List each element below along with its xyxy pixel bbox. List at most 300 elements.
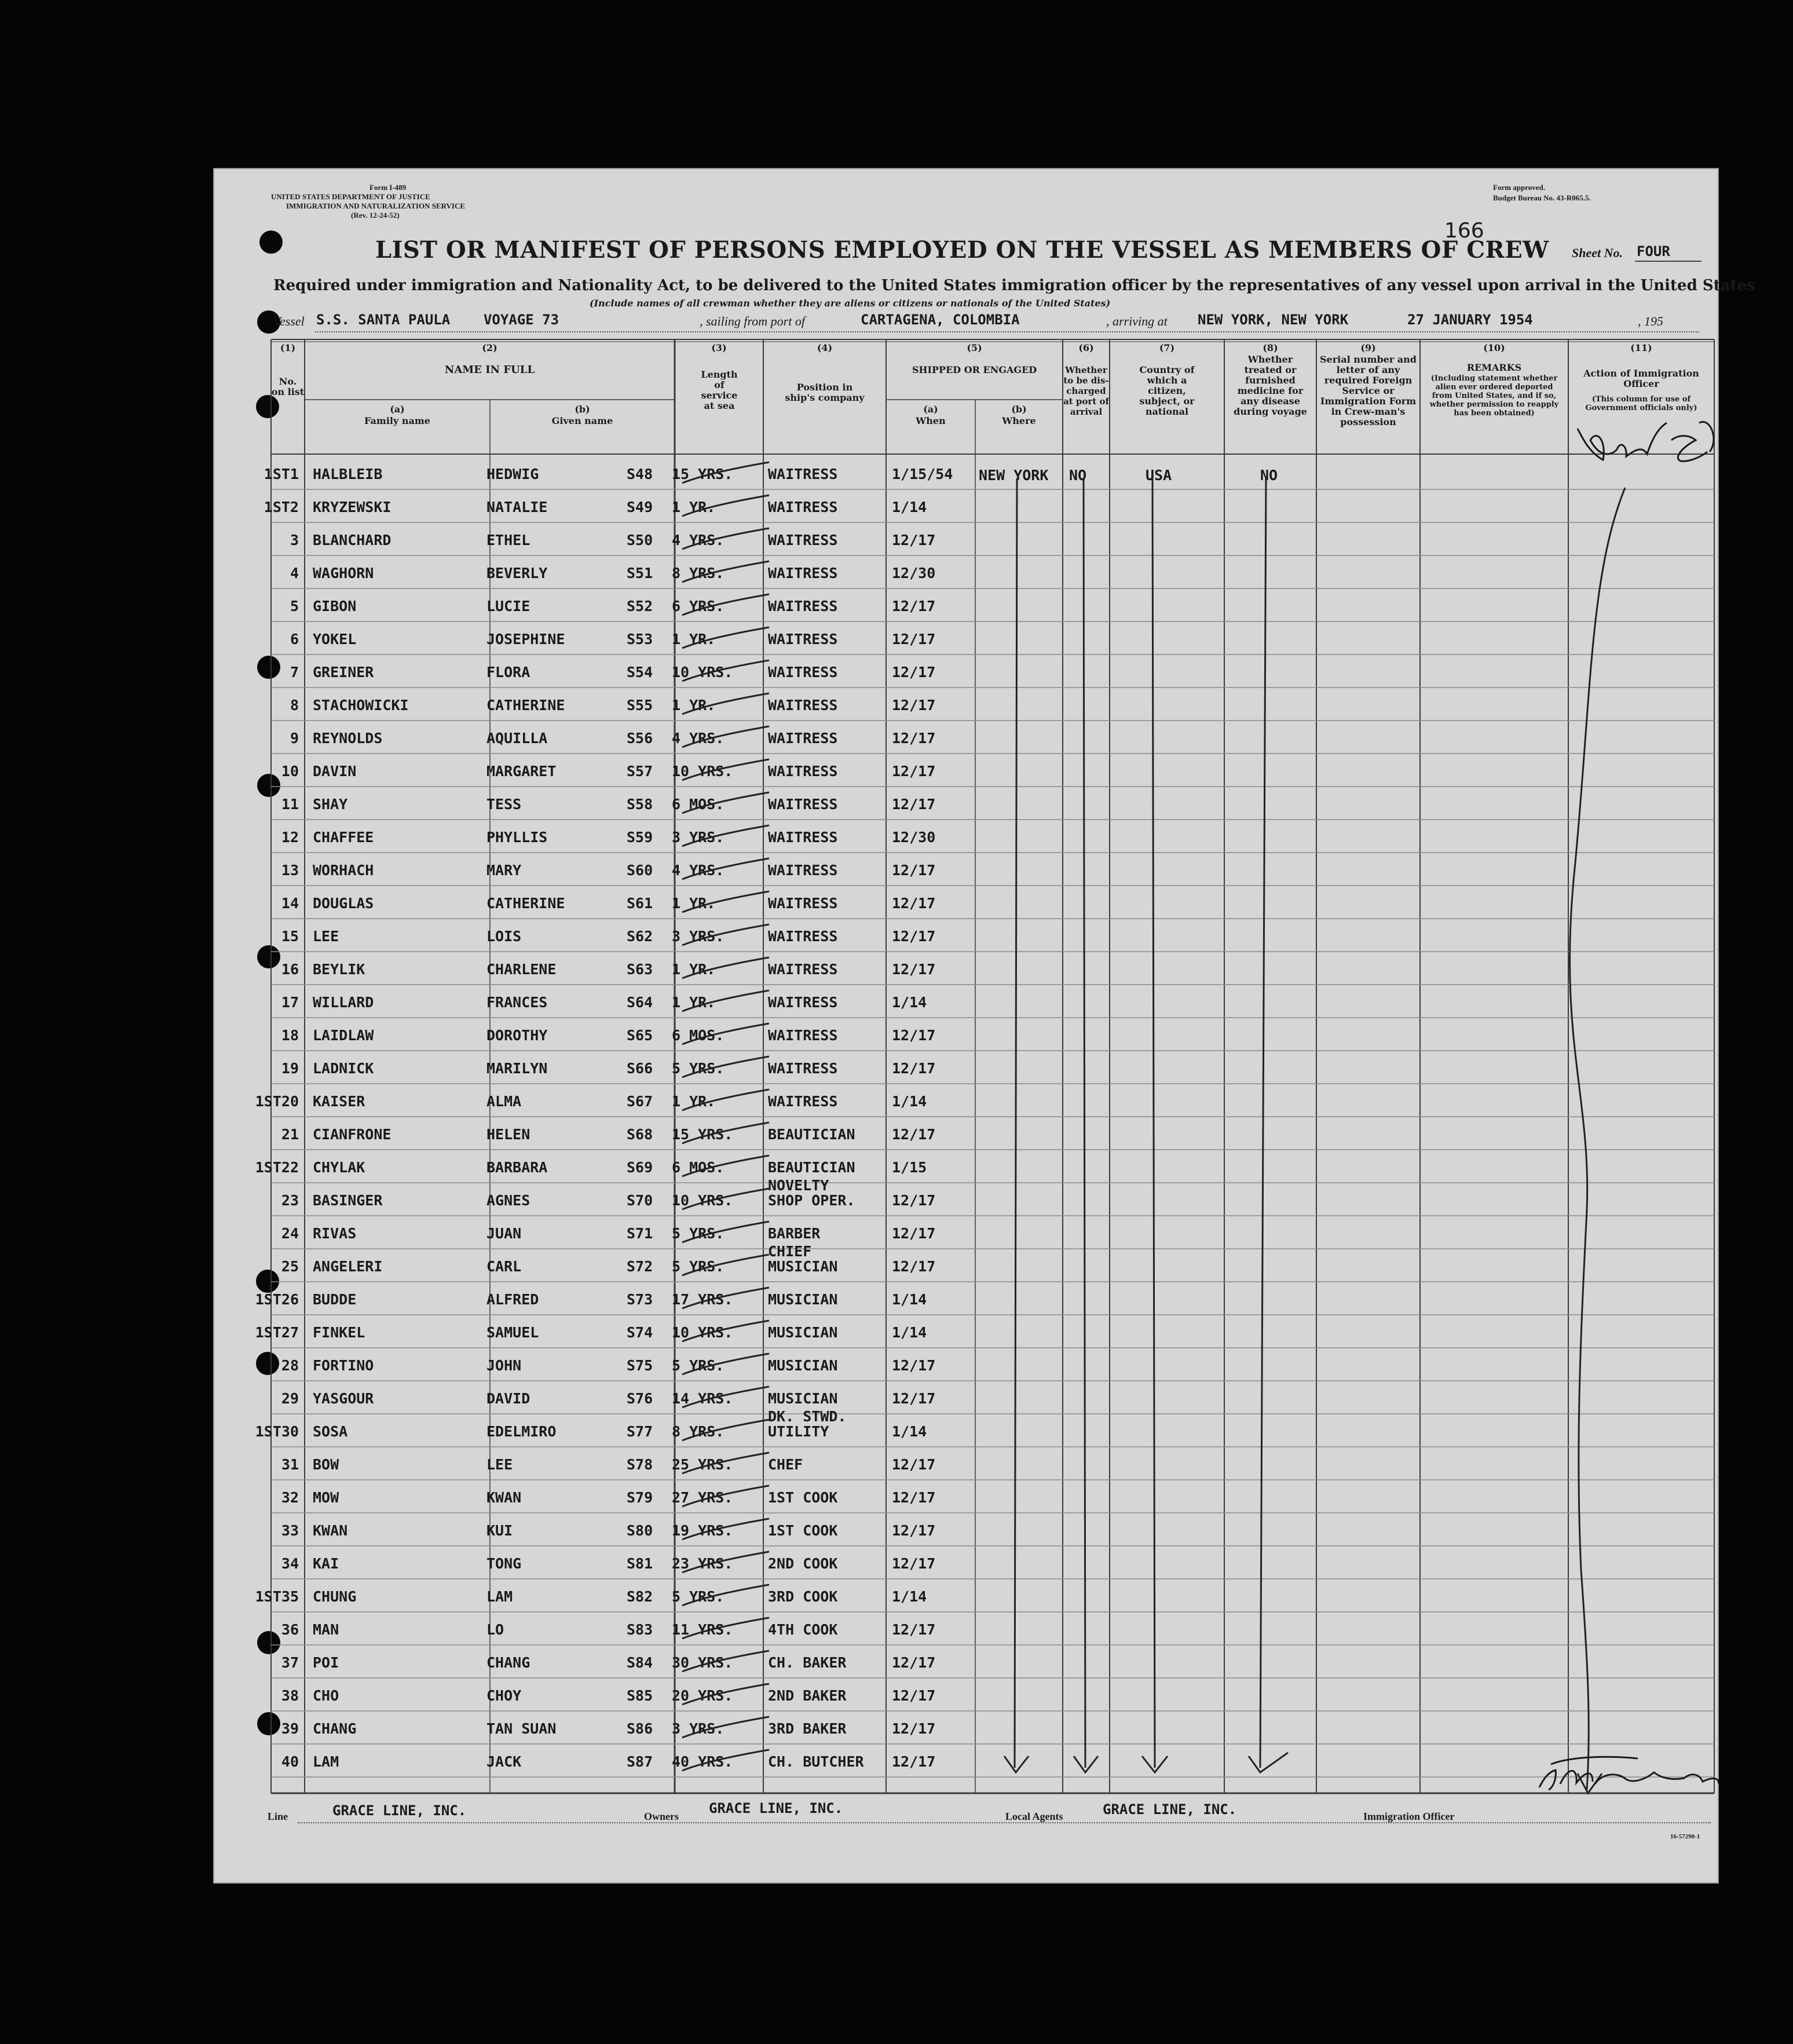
col-5a-label: When bbox=[916, 415, 946, 426]
sailing-port-value: CARTAGENA, COLOMBIA bbox=[861, 312, 1020, 328]
check-mark-icon bbox=[676, 1382, 775, 1415]
given-name-cell: NATALIE bbox=[486, 499, 548, 515]
family-name-cell: RIVAS bbox=[313, 1225, 357, 1242]
position-cell: 3RD COOK bbox=[768, 1588, 838, 1605]
table-row bbox=[213, 689, 1719, 722]
length-of-service-cell: 10 YRS. bbox=[672, 664, 733, 681]
row-number: 1ST2 bbox=[264, 499, 299, 515]
length-of-service-cell: 10 YRS. bbox=[672, 1192, 733, 1209]
length-of-service-cell: 11 YRS. bbox=[672, 1621, 733, 1638]
position-cell: WAITRESS bbox=[768, 730, 838, 747]
check-mark-icon bbox=[676, 1085, 775, 1118]
row-number: 23 bbox=[281, 1192, 299, 1209]
length-of-service-cell: 6 MOS. bbox=[672, 796, 724, 813]
shipped-when-cell: 12/17 bbox=[892, 1654, 936, 1671]
serial-cell: S58 bbox=[627, 796, 653, 813]
row-number: 31 bbox=[281, 1456, 299, 1473]
serial-cell: S73 bbox=[627, 1291, 653, 1308]
family-name-cell: LADNICK bbox=[313, 1060, 374, 1077]
length-of-service-cell: 15 YRS. bbox=[672, 1126, 733, 1143]
serial-cell: S51 bbox=[627, 565, 653, 582]
given-name-cell: CHANG bbox=[486, 1654, 530, 1671]
row-number: 1ST26 bbox=[255, 1291, 299, 1308]
check-mark-icon bbox=[676, 1646, 775, 1679]
serial-cell: S79 bbox=[627, 1489, 653, 1506]
shipped-when-cell: 1/14 bbox=[892, 1291, 927, 1308]
sailing-label: , sailing from port of bbox=[700, 314, 805, 328]
col-11-number: (11) bbox=[1630, 342, 1652, 353]
shipped-when-cell: 12/17 bbox=[892, 1621, 936, 1638]
serial-cell: S63 bbox=[627, 961, 653, 978]
row-number: 29 bbox=[281, 1390, 299, 1407]
length-of-service-cell: 3 YRS. bbox=[672, 829, 724, 846]
given-name-cell: LEE bbox=[486, 1456, 513, 1473]
position-cell: WAITRESS bbox=[768, 1093, 838, 1110]
page-title: LIST OR MANIFEST OF PERSONS EMPLOYED ON THE VESSEL AS MEMBERS OF CREW bbox=[375, 236, 1549, 264]
family-name-cell: CHYLAK bbox=[313, 1159, 365, 1176]
check-mark-icon bbox=[676, 821, 775, 854]
length-of-service-cell: 4 YRS. bbox=[672, 730, 724, 747]
row-1-where: NEW YORK bbox=[979, 467, 1049, 484]
length-of-service-cell: 1 YR. bbox=[672, 961, 716, 978]
serial-cell: S65 bbox=[627, 1027, 653, 1044]
length-of-service-cell: 25 YRS. bbox=[672, 1456, 733, 1473]
check-mark-icon bbox=[676, 491, 775, 524]
length-of-service-cell: 5 YRS. bbox=[672, 1588, 724, 1605]
check-mark-icon bbox=[676, 722, 775, 755]
position-cell: WAITRESS bbox=[768, 532, 838, 549]
row-number: 11 bbox=[281, 796, 299, 813]
position-cell: MUSICIAN bbox=[768, 1324, 838, 1341]
length-of-service-cell: 1 YR. bbox=[672, 1093, 716, 1110]
position-cell: WAITRESS bbox=[768, 565, 838, 582]
given-name-cell: KWAN bbox=[486, 1489, 522, 1506]
col-2a-label: Family name bbox=[364, 415, 430, 426]
length-of-service-cell: 10 YRS. bbox=[672, 1324, 733, 1341]
shipped-when-cell: 12/17 bbox=[892, 1522, 936, 1539]
line-label: Line bbox=[268, 1811, 288, 1822]
serial-cell: S72 bbox=[627, 1258, 653, 1275]
table-row bbox=[213, 1448, 1719, 1481]
family-name-cell: LAIDLAW bbox=[313, 1027, 374, 1044]
family-name-cell: WORHACH bbox=[313, 862, 374, 879]
table-row bbox=[213, 788, 1719, 821]
given-name-cell: CATHERINE bbox=[486, 895, 565, 912]
family-name-cell: BLANCHARD bbox=[313, 532, 391, 549]
check-mark-icon bbox=[676, 887, 775, 920]
col-2b-letter: (b) bbox=[575, 404, 590, 415]
position-cell: WAITRESS bbox=[768, 961, 838, 978]
table-row bbox=[213, 1118, 1719, 1151]
given-name-cell: KUI bbox=[486, 1522, 513, 1539]
row-1-treated: NO bbox=[1260, 467, 1278, 484]
shipped-when-cell: 12/17 bbox=[892, 961, 936, 978]
family-name-cell: KWAN bbox=[313, 1522, 348, 1539]
row-number: 36 bbox=[281, 1621, 299, 1638]
form-revision: (Rev. 12-24-52) bbox=[351, 211, 400, 220]
table-row bbox=[213, 1052, 1719, 1085]
arriving-label: , arriving at bbox=[1106, 314, 1168, 328]
table-row bbox=[213, 1745, 1719, 1778]
length-of-service-cell: 17 YRS. bbox=[672, 1291, 733, 1308]
given-name-cell: MARY bbox=[486, 862, 522, 879]
length-of-service-cell: 19 YRS. bbox=[672, 1522, 733, 1539]
col-1-number: (1) bbox=[280, 342, 296, 353]
col-4-label: Position in ship's company bbox=[785, 382, 865, 403]
shipped-when-cell: 1/14 bbox=[892, 1093, 927, 1110]
family-name-cell: CHUNG bbox=[313, 1588, 357, 1605]
position-cell: WAITRESS bbox=[768, 466, 838, 482]
sheet-label: Sheet No. bbox=[1572, 246, 1623, 260]
given-name-cell: JOHN bbox=[486, 1357, 522, 1374]
row-number: 8 bbox=[290, 697, 299, 714]
row-number: 17 bbox=[281, 994, 299, 1011]
row-number: 21 bbox=[281, 1126, 299, 1143]
family-name-cell: WILLARD bbox=[313, 994, 374, 1011]
position-cell: WAITRESS bbox=[768, 631, 838, 648]
length-of-service-cell: 5 YRS. bbox=[672, 1060, 724, 1077]
row-number: 25 bbox=[281, 1258, 299, 1275]
family-name-cell: SOSA bbox=[313, 1423, 348, 1440]
col-5-number: (5) bbox=[967, 342, 982, 353]
position-cell: UTILITY bbox=[768, 1423, 829, 1440]
given-name-cell: LAM bbox=[486, 1588, 513, 1605]
row-number: 14 bbox=[281, 895, 299, 912]
check-mark-icon bbox=[676, 1613, 775, 1646]
length-of-service-cell: 40 YRS. bbox=[672, 1753, 733, 1770]
check-mark-icon bbox=[676, 1283, 775, 1316]
serial-cell: S59 bbox=[627, 829, 653, 846]
shipped-when-cell: 12/17 bbox=[892, 1027, 936, 1044]
table-row bbox=[213, 821, 1719, 854]
given-name-cell: EDELMIRO bbox=[486, 1423, 557, 1440]
serial-cell: S66 bbox=[627, 1060, 653, 1077]
given-name-cell: CATHERINE bbox=[486, 697, 565, 714]
position-cell: 2ND BAKER bbox=[768, 1687, 847, 1704]
serial-cell: S83 bbox=[627, 1621, 653, 1638]
family-name-cell: GREINER bbox=[313, 664, 374, 681]
serial-cell: S49 bbox=[627, 499, 653, 515]
line-value: GRACE LINE, INC. bbox=[332, 1802, 467, 1819]
serial-cell: S61 bbox=[627, 895, 653, 912]
check-mark-icon bbox=[676, 953, 775, 986]
table-row bbox=[213, 1349, 1719, 1382]
position-cell: WAITRESS bbox=[768, 895, 838, 912]
year-suffix-label: , 195 bbox=[1638, 314, 1663, 328]
length-of-service-cell: 8 YRS. bbox=[672, 1423, 724, 1440]
serial-cell: S78 bbox=[627, 1456, 653, 1473]
family-name-cell: MOW bbox=[313, 1489, 339, 1506]
given-name-cell: LOIS bbox=[486, 928, 522, 945]
row-number: 3 bbox=[290, 532, 299, 549]
col-4-number: (4) bbox=[817, 342, 833, 353]
given-name-cell: TAN SUAN bbox=[486, 1720, 557, 1737]
check-mark-icon bbox=[676, 1745, 775, 1778]
check-mark-icon bbox=[676, 920, 775, 953]
family-name-cell: BOW bbox=[313, 1456, 339, 1473]
table-row bbox=[213, 1613, 1719, 1646]
row-number: 39 bbox=[281, 1720, 299, 1737]
shipped-when-cell: 1/15 bbox=[892, 1159, 927, 1176]
col-9-label: Serial number and letter of any required Foreign Service or Immigration Form in Crew-man's possession bbox=[1319, 354, 1417, 427]
shipped-when-cell: 1/14 bbox=[892, 499, 927, 515]
serial-cell: S55 bbox=[627, 697, 653, 714]
given-name-cell: LUCIE bbox=[486, 598, 530, 615]
position-cell: BEAUTICIAN bbox=[768, 1126, 855, 1143]
serial-cell: S85 bbox=[627, 1687, 653, 1704]
length-of-service-cell: 3 YRS. bbox=[672, 1720, 724, 1737]
col-6-label: Whether to be dis-charged at port of arrival bbox=[1063, 365, 1109, 417]
family-name-cell: YOKEL bbox=[313, 631, 357, 648]
row-number: 37 bbox=[281, 1654, 299, 1671]
given-name-cell: JACK bbox=[486, 1753, 522, 1770]
check-mark-icon bbox=[676, 1151, 775, 1184]
col-1-label: No. on list bbox=[271, 376, 305, 397]
serial-cell: S74 bbox=[627, 1324, 653, 1341]
shipped-when-cell: 12/17 bbox=[892, 1225, 936, 1242]
family-name-cell: LEE bbox=[313, 928, 339, 945]
serial-cell: S80 bbox=[627, 1522, 653, 1539]
col-10-note: (Including statement whether alien ever ordered deported from United States, and if so, whether permission to reapply has been obtained) bbox=[1429, 374, 1559, 418]
serial-cell: S52 bbox=[627, 598, 653, 615]
given-name-cell: ETHEL bbox=[486, 532, 530, 549]
col-5a-letter: (a) bbox=[923, 404, 938, 415]
position-cell: MUSICIAN bbox=[768, 1357, 838, 1374]
owners-label: Owners bbox=[644, 1811, 679, 1822]
local-agents-value: GRACE LINE, INC. bbox=[1103, 1801, 1237, 1818]
family-name-cell: YASGOUR bbox=[313, 1390, 374, 1407]
check-mark-icon bbox=[676, 1679, 775, 1712]
given-name-cell: DOROTHY bbox=[486, 1027, 548, 1044]
length-of-service-cell: 3 YRS. bbox=[672, 928, 724, 945]
family-name-cell: WAGHORN bbox=[313, 565, 374, 582]
check-mark-icon bbox=[676, 1316, 775, 1349]
length-of-service-cell: 4 YRS. bbox=[672, 532, 724, 549]
vessel-value: S.S. SANTA PAULA VOYAGE 73 bbox=[316, 312, 559, 328]
check-mark-icon bbox=[676, 986, 775, 1019]
length-of-service-cell: 5 YRS. bbox=[672, 1258, 724, 1275]
form-approved: Form approved. bbox=[1493, 183, 1546, 192]
serial-cell: S56 bbox=[627, 730, 653, 747]
length-of-service-cell: 1 YR. bbox=[672, 499, 716, 515]
table-row bbox=[213, 1283, 1719, 1316]
col-8-label: Whether treated or furnished medicine for any disease during voyage bbox=[1234, 354, 1307, 417]
length-of-service-cell: 1 YR. bbox=[672, 697, 716, 714]
given-name-cell: CARL bbox=[486, 1258, 522, 1275]
col-2-number: (2) bbox=[482, 342, 497, 353]
family-name-cell: CHO bbox=[313, 1687, 339, 1704]
given-name-cell: BEVERLY bbox=[486, 565, 548, 582]
col-2a-letter: (a) bbox=[390, 404, 405, 415]
position-cell: BEAUTICIAN bbox=[768, 1159, 855, 1176]
given-name-cell: PHYLLIS bbox=[486, 829, 548, 846]
table-row bbox=[213, 524, 1719, 557]
position-cell: MUSICIAN bbox=[768, 1291, 838, 1308]
shipped-when-cell: 12/30 bbox=[892, 829, 936, 846]
shipped-when-cell: 12/17 bbox=[892, 1753, 936, 1770]
shipped-when-cell: 12/17 bbox=[892, 796, 936, 813]
position-cell: 1ST COOK bbox=[768, 1522, 838, 1539]
form-number: Form I-489 bbox=[369, 183, 407, 192]
serial-cell: S70 bbox=[627, 1192, 653, 1209]
table-row bbox=[213, 1408, 1719, 1448]
check-mark-icon bbox=[676, 623, 775, 656]
family-name-cell: KAISER bbox=[313, 1093, 365, 1110]
position-cell: 3RD BAKER bbox=[768, 1720, 847, 1737]
position-cell: WAITRESS bbox=[768, 994, 838, 1011]
department-name: UNITED STATES DEPARTMENT OF JUSTICE bbox=[271, 192, 430, 201]
check-mark-icon bbox=[676, 590, 775, 623]
family-name-cell: POI bbox=[313, 1654, 339, 1671]
shipped-when-cell: 1/14 bbox=[892, 1423, 927, 1440]
table-row bbox=[213, 1316, 1719, 1349]
family-name-cell: CHAFFEE bbox=[313, 829, 374, 846]
row-number: 32 bbox=[281, 1489, 299, 1506]
table-row bbox=[213, 1547, 1719, 1580]
serial-cell: S86 bbox=[627, 1720, 653, 1737]
position-cell: CH. BAKER bbox=[768, 1654, 847, 1671]
check-mark-icon bbox=[676, 1019, 775, 1052]
length-of-service-cell: 5 YRS. bbox=[672, 1225, 724, 1242]
row-number: 34 bbox=[281, 1555, 299, 1572]
shipped-when-cell: 12/17 bbox=[892, 1390, 936, 1407]
given-name-cell: FRANCES bbox=[486, 994, 548, 1011]
position-cell-top-line: NOVELTY bbox=[768, 1177, 829, 1194]
check-mark-icon bbox=[676, 458, 775, 491]
given-name-cell: HELEN bbox=[486, 1126, 530, 1143]
shipped-when-cell: 12/17 bbox=[892, 1456, 936, 1473]
table-row bbox=[213, 491, 1719, 524]
shipped-when-cell: 12/17 bbox=[892, 1687, 936, 1704]
length-of-service-cell: 6 MOS. bbox=[672, 1159, 724, 1176]
position-cell: WAITRESS bbox=[768, 697, 838, 714]
immigration-officer-label: Immigration Officer bbox=[1363, 1811, 1455, 1822]
serial-cell: S53 bbox=[627, 631, 653, 648]
row-number: 1ST20 bbox=[255, 1093, 299, 1110]
col-3-label: Length of service at sea bbox=[701, 369, 738, 411]
table-row bbox=[213, 1085, 1719, 1118]
family-name-cell: DOUGLAS bbox=[313, 895, 374, 912]
position-cell: MUSICIAN bbox=[768, 1390, 838, 1407]
shipped-when-cell: 12/17 bbox=[892, 532, 936, 549]
shipped-when-cell: 12/17 bbox=[892, 1060, 936, 1077]
row-number: 4 bbox=[290, 565, 299, 582]
row-number: 1ST35 bbox=[255, 1588, 299, 1605]
table-row bbox=[213, 953, 1719, 986]
shipped-when-cell: 12/17 bbox=[892, 763, 936, 780]
family-name-cell: CIANFRONE bbox=[313, 1126, 391, 1143]
table-row bbox=[213, 1243, 1719, 1283]
family-name-cell: HALBLEIB bbox=[313, 466, 383, 482]
arriving-port-value: NEW YORK, NEW YORK bbox=[1198, 312, 1349, 328]
shipped-when-cell: 12/17 bbox=[892, 664, 936, 681]
serial-cell: S87 bbox=[627, 1753, 653, 1770]
row-number: 1ST1 bbox=[264, 466, 299, 482]
row-number: 7 bbox=[290, 664, 299, 681]
check-mark-icon bbox=[676, 557, 775, 590]
col-7-number: (7) bbox=[1159, 342, 1175, 353]
row-number: 6 bbox=[290, 631, 299, 648]
row-number: 1ST22 bbox=[255, 1159, 299, 1176]
row-number: 13 bbox=[281, 862, 299, 879]
check-mark-icon bbox=[676, 1448, 775, 1481]
given-name-cell: AQUILLA bbox=[486, 730, 548, 747]
table-row bbox=[213, 755, 1719, 788]
length-of-service-cell: 6 MOS. bbox=[672, 1027, 724, 1044]
shipped-when-cell: 12/17 bbox=[892, 1258, 936, 1275]
length-of-service-cell: 15 YRS. bbox=[672, 466, 733, 482]
family-name-cell: BUDDE bbox=[313, 1291, 357, 1308]
length-of-service-cell: 20 YRS. bbox=[672, 1687, 733, 1704]
serial-cell: S76 bbox=[627, 1390, 653, 1407]
table-row bbox=[213, 1151, 1719, 1184]
family-name-cell: SHAY bbox=[313, 796, 348, 813]
shipped-when-cell: 1/14 bbox=[892, 1588, 927, 1605]
serial-cell: S71 bbox=[627, 1225, 653, 1242]
check-mark-icon bbox=[676, 524, 775, 557]
family-name-cell: FINKEL bbox=[313, 1324, 365, 1341]
sheet-value: FOUR bbox=[1637, 243, 1670, 259]
row-number: 10 bbox=[281, 763, 299, 780]
page-subtitle: Required under immigration and Nationality Act, to be delivered to the United States immigration officer by the representatives of any vessel upon arrival in the United States bbox=[273, 277, 1755, 294]
table-row bbox=[213, 1217, 1719, 1250]
arrival-date-value: 27 JANUARY 1954 bbox=[1407, 312, 1533, 328]
serial-cell: S68 bbox=[627, 1126, 653, 1143]
given-name-cell: CHOY bbox=[486, 1687, 522, 1704]
col-10-label: REMARKS bbox=[1466, 362, 1522, 373]
col-3-number: (3) bbox=[711, 342, 727, 353]
row-number: 24 bbox=[281, 1225, 299, 1242]
check-mark-icon bbox=[676, 656, 775, 689]
given-name-cell: CHARLENE bbox=[486, 961, 557, 978]
position-cell: WAITRESS bbox=[768, 796, 838, 813]
print-code: 16-57290-1 bbox=[1670, 1833, 1700, 1840]
serial-cell: S82 bbox=[627, 1588, 653, 1605]
page-count: 166 bbox=[1444, 219, 1484, 243]
row-number: 1ST30 bbox=[255, 1423, 299, 1440]
shipped-when-cell: 12/17 bbox=[892, 697, 936, 714]
row-number: 16 bbox=[281, 961, 299, 978]
length-of-service-cell: 27 YRS. bbox=[672, 1489, 733, 1506]
owners-value: GRACE LINE, INC. bbox=[709, 1800, 843, 1816]
col-11-note: (This column for use of Government officials only) bbox=[1585, 395, 1697, 412]
table-row bbox=[213, 1481, 1719, 1514]
shipped-when-cell: 12/17 bbox=[892, 862, 936, 879]
check-mark-icon bbox=[676, 1547, 775, 1580]
family-name-cell: LAM bbox=[313, 1753, 339, 1770]
given-name-cell: MARILYN bbox=[486, 1060, 548, 1077]
position-cell: WAITRESS bbox=[768, 829, 838, 846]
given-name-cell: BARBARA bbox=[486, 1159, 548, 1176]
given-name-cell: ALMA bbox=[486, 1093, 522, 1110]
table-row bbox=[213, 1177, 1719, 1217]
serial-cell: S77 bbox=[627, 1423, 653, 1440]
serial-cell: S75 bbox=[627, 1357, 653, 1374]
shipped-when-cell: 12/30 bbox=[892, 565, 936, 582]
serial-cell: S84 bbox=[627, 1654, 653, 1671]
position-cell: WAITRESS bbox=[768, 928, 838, 945]
family-name-cell: ANGELERI bbox=[313, 1258, 383, 1275]
check-mark-icon bbox=[676, 1349, 775, 1382]
table-row bbox=[213, 1580, 1719, 1613]
family-name-cell: MAN bbox=[313, 1621, 339, 1638]
length-of-service-cell: 6 YRS. bbox=[672, 598, 724, 615]
table-row bbox=[213, 623, 1719, 656]
length-of-service-cell: 14 YRS. bbox=[672, 1390, 733, 1407]
family-name-cell: GIBON bbox=[313, 598, 357, 615]
family-name-cell: BASINGER bbox=[313, 1192, 383, 1209]
table-row bbox=[213, 986, 1719, 1019]
